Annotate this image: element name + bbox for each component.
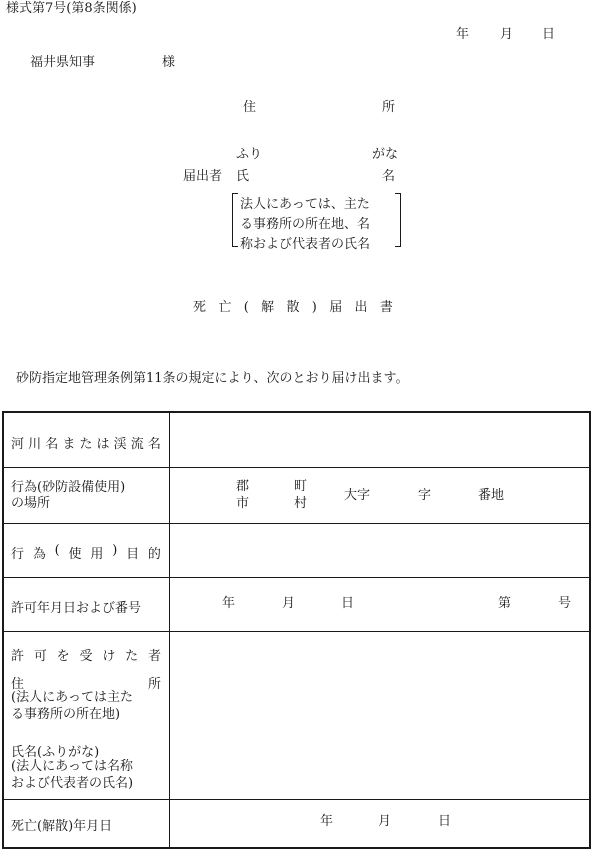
- label-char: (: [54, 543, 60, 558]
- name-note-line-1: (法人にあっては名称: [11, 759, 133, 774]
- title-char: 散: [286, 300, 300, 315]
- notifier-role: 届出者: [183, 169, 223, 184]
- label-char: 名: [147, 437, 161, 452]
- permit-year: 年: [222, 596, 236, 611]
- permittee-name-note: [11, 758, 589, 792]
- place-banchi: 番地: [478, 488, 505, 503]
- bracket-left: [232, 193, 238, 247]
- label-char: 用: [90, 547, 104, 562]
- notifier-furigana-2: がな: [372, 147, 399, 162]
- label-char: 為: [32, 547, 46, 562]
- label-char: 渓: [113, 437, 127, 452]
- row-death-date: [4, 799, 589, 847]
- row-place: [4, 467, 589, 524]
- label-char: ま: [62, 437, 76, 452]
- permittee-label: [11, 645, 161, 664]
- row-permittee: [4, 631, 589, 800]
- bracket-right: [395, 193, 401, 247]
- row-river: [4, 413, 589, 468]
- notifier-name-char-1: 氏: [236, 169, 250, 184]
- title-char: 解: [261, 300, 275, 315]
- title-char: 出: [354, 300, 368, 315]
- document-title: [193, 301, 393, 314]
- label-char: 許: [11, 649, 25, 664]
- date-year: 年: [456, 27, 470, 42]
- addressee-honorific: 様: [162, 55, 176, 70]
- address-note-line-2: る事務所の所在地): [11, 707, 121, 722]
- label-char: 行: [11, 547, 25, 562]
- form-number: 様式第7号(第8条関係): [6, 1, 137, 16]
- row-purpose: [4, 523, 589, 578]
- purpose-label: [11, 543, 161, 562]
- place-label-line-2: の場所: [11, 496, 51, 511]
- corporate-note-line-2: る事務所の所在地、名: [240, 217, 371, 232]
- label-char: を: [56, 649, 70, 664]
- label-char: 者: [147, 649, 161, 664]
- river-label: [11, 433, 161, 452]
- notifier-address-char-1: 住: [243, 100, 257, 115]
- title-char: 届: [329, 300, 343, 315]
- title-char: 死: [193, 300, 207, 315]
- place-oaza: 大字: [344, 488, 371, 503]
- death-label: 死亡(解散)年月日: [11, 819, 113, 834]
- label-char: 使: [68, 547, 82, 562]
- date-day: 日: [542, 27, 556, 42]
- label-char: た: [79, 437, 93, 452]
- intro-text: 砂防指定地管理条例第11条の規定により、次のとおり届け出ます。: [16, 371, 409, 386]
- row-permit: [4, 577, 589, 632]
- place-son: 村: [294, 496, 308, 511]
- permittee-address-note: [11, 689, 589, 723]
- notifier-address-char-2: 所: [382, 100, 396, 115]
- name-note-line-2: および代表者の氏名): [11, 776, 134, 791]
- place-shi: 市: [236, 496, 250, 511]
- notifier-furigana-1: ふり: [236, 147, 263, 162]
- label-char: 河: [11, 437, 25, 452]
- place-gun: 郡: [236, 479, 250, 494]
- title-char: (: [243, 300, 249, 315]
- label-char: た: [125, 649, 139, 664]
- title-char: 亡: [218, 300, 232, 315]
- label-char: 流: [130, 437, 144, 452]
- form-table: [2, 411, 591, 849]
- permit-month: 月: [282, 596, 296, 611]
- label-char: ): [112, 543, 118, 558]
- label-char: 受: [79, 649, 93, 664]
- label-char: 可: [33, 649, 47, 664]
- address-note-line-1: (法人にあっては主た: [11, 690, 133, 705]
- label-char: け: [102, 649, 116, 664]
- corporate-note-line-3: 称および代表者の氏名: [240, 237, 371, 252]
- permit-day: 日: [341, 596, 355, 611]
- place-aza: 字: [418, 488, 432, 503]
- corporate-note: [240, 195, 392, 255]
- place-label-line-1: 行為(砂防設備使用): [11, 480, 126, 495]
- addressee-name: 福井県知事: [30, 55, 96, 70]
- label-char: 名: [45, 437, 59, 452]
- label-char: 的: [147, 547, 161, 562]
- label-char: 住: [11, 677, 25, 692]
- label-char: 目: [126, 547, 140, 562]
- permittee-name-label: 氏名(ふりがな): [11, 745, 100, 760]
- label-char: は: [96, 437, 110, 452]
- permit-go: 号: [558, 596, 572, 611]
- death-day: 日: [438, 814, 452, 829]
- title-char: 書: [379, 300, 393, 315]
- label-char: 川: [28, 437, 42, 452]
- place-cho: 町: [294, 479, 308, 494]
- label-char: 所: [147, 677, 161, 692]
- death-month: 月: [378, 814, 392, 829]
- death-year: 年: [320, 814, 334, 829]
- date-month: 月: [500, 27, 514, 42]
- permit-dai: 第: [498, 596, 512, 611]
- notifier-name-char-2: 名: [382, 169, 396, 184]
- title-char: ): [311, 300, 317, 315]
- permit-label: 許可年月日および番号: [11, 601, 142, 616]
- corporate-note-line-1: 法人にあっては、主た: [240, 197, 370, 212]
